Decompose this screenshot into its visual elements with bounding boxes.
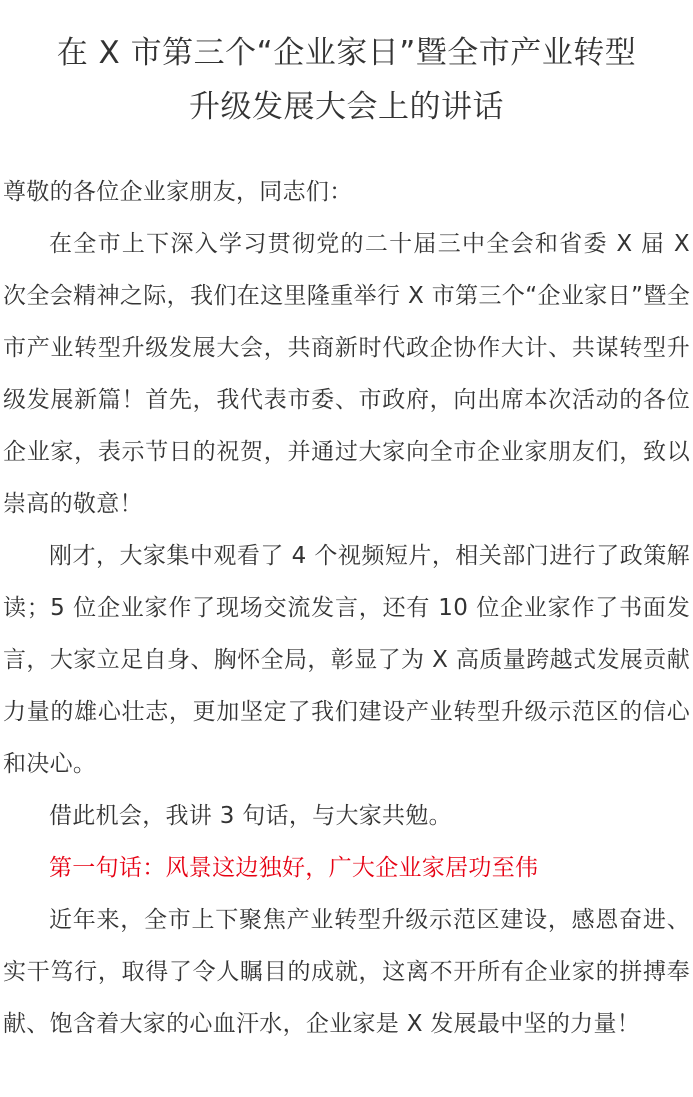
paragraph-review: 刚才，大家集中观看了 4 个视频短片，相关部门进行了政策解读；5 位企业家作了现场交流发言，还有 10 位企业家作了书面发言，大家立足自身、胸怀全局，彰显了为 X 高质量跨越式发展贡献力量的雄心壮志，更加坚定了我们建设产业转型升级示范区的信心和决心。 <box>3 543 690 777</box>
speech-body <box>3 166 690 1050</box>
title-line-1: 在 X 市第三个“企业家日”暨全市产业转型 <box>56 35 637 71</box>
title-line-2: 升级发展大会上的讲话 <box>189 89 504 125</box>
paragraph-section-one: 近年来，全市上下聚焦产业转型升级示范区建设，感恩奋进、实干笃行，取得了令人瞩目的成就，这离不开所有企业家的拼搏奉献、饱含着大家的心血汗水，企业家是 X 发展最中坚的力量！ <box>3 907 690 1037</box>
speech-title <box>3 26 690 134</box>
paragraph-intro: 借此机会，我讲 3 句话，与大家共勉。 <box>49 803 452 829</box>
paragraph-opening: 在全市上下深入学习贯彻党的二十届三中全会和省委 X 届 X 次全会精神之际，我们在这里隆重举行 X 市第三个“企业家日”暨全市产业转型升级发展大会，共商新时代政企协作大计、共谋转型升级发展新篇！首先，我代表市委、市政府，向出席本次活动的各位企业家，表示节日的祝贺，并通过大家向全市企业家朋友们，致以崇高的敬意！ <box>3 231 690 517</box>
section-heading: 第一句话：风景这边独好，广大企业家居功至伟 <box>49 855 539 881</box>
salutation: 尊敬的各位企业家朋友，同志们： <box>3 179 353 205</box>
